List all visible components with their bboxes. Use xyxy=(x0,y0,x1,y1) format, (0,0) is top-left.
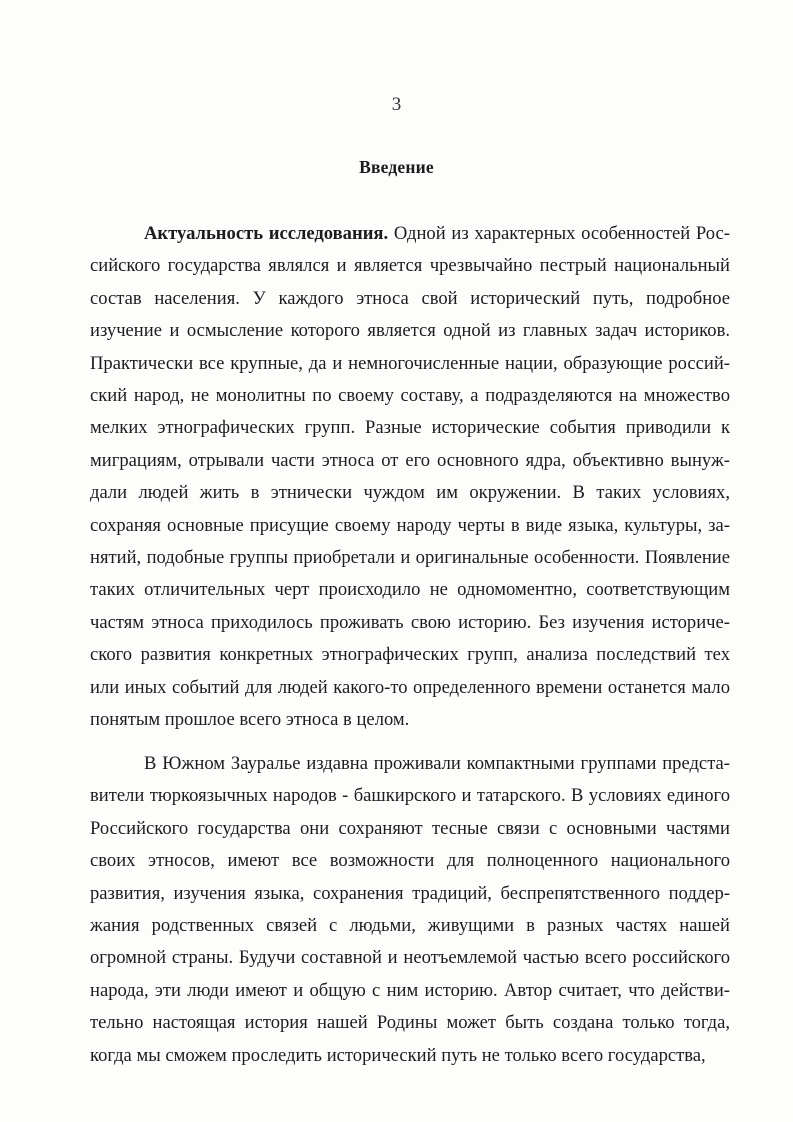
paragraph-text: В Южном Зауралье издавна проживали компактными группами представители тюркоязычных народов - башкирского и татарского. В условиях единого Российского государства они сохраняют тесные связи с основными частями своих этносов, имеют все возможности для полноценного национального развития, изучения языка, сохранения традиций, беспрепятственного поддержания родственных связей с людьми, живущими в разных частях нашей огромной страны. Будучи составной и неотъемлемой частью всего российского народа, эти люди имеют и общую с ним историю. Автор считает, что действительно настоящая история нашей Родины может быть создана только тогда, когда мы сможем проследить исторический путь не только всего государства, xyxy=(90,753,730,1066)
section-heading: Введение xyxy=(359,157,434,177)
paragraph-lead: Актуальность исследования. xyxy=(144,223,389,244)
page-number: 3 xyxy=(391,94,402,115)
paragraph-text: Одной из характерных особенностей Российского государства являлся и является чрезвычайно пестрый национальный состав населения. У каждого этноса свой исторический путь, подробное изучение и осмысление которого является одной из главных задач историков. Практически все крупные, да и немногочисленные нации, образующие российский народ, не монолитны по своему составу, а подразделяются на множество мелких этнографических групп. Разные исторические события приводили к миграциям, отрывали части этноса от его основного ядра, объективно вынуждали людей жить в этнически чуждом им окружении. В таких условиях, сохраняя основные присущие своему народу черты в виде языка, культуры, занятий, подобные группы приобретали и оригинальные особенности. Появление таких отличительных черт происходило не одномоментно, соответствующим частям этноса приходилось проживать свою историю. Без изучения исторического развития конкретных этнографических групп, анализа последствий тех или иных событий для людей какого-то определенного времени останется мало понятым прошлое всего этноса в целом. xyxy=(90,223,730,731)
paragraph-relevance xyxy=(90,218,730,737)
paragraph-south-trans-urals xyxy=(90,748,730,1072)
